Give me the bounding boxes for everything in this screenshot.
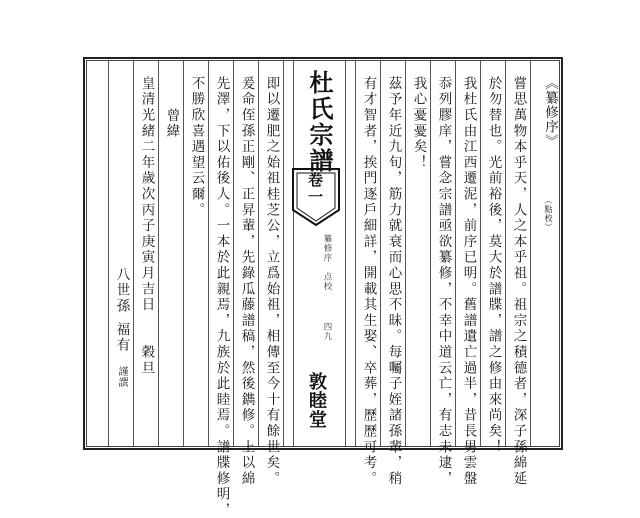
- signature-name: 福有: [113, 322, 130, 354]
- column-rule: [208, 61, 209, 446]
- text-column: 不勝欣喜遇望云爾。: [188, 76, 205, 219]
- signature-action: 謹譔: [116, 366, 127, 388]
- column-rule: [355, 61, 356, 446]
- column-rule: [505, 61, 506, 446]
- signature-generation: 八世孫: [113, 267, 130, 315]
- page-number: 四九: [322, 322, 332, 341]
- column-rule: [405, 61, 406, 446]
- text-column: 有才智者，挨門逐戶細詳，開載其生娶、卒葬，歷歷可考。: [360, 76, 377, 487]
- sub-section-label: 纂修序 点校: [322, 234, 332, 291]
- text-column: 嘗思萬物本乎天，人之本乎祖。祖宗之積德者，深子孫綿延: [510, 76, 527, 487]
- column-rule: [108, 61, 109, 446]
- text-column: 我心憂憂矣！: [410, 76, 427, 171]
- center-rule: [293, 61, 294, 446]
- center-rule: [345, 61, 346, 446]
- text-column: 我杜氏由江西遷泥，前序已明。舊譜遺亡過半，昔長男雲盤: [460, 76, 477, 487]
- column-rule: [480, 61, 481, 446]
- column-rule: [158, 61, 159, 446]
- text-column: 先澤，下以佑後人。一本於此親焉，九族於此睦焉。譜牒修明，: [213, 76, 230, 518]
- column-rule: [455, 61, 456, 446]
- text-column: 即以遷肥之始祖桂芝公，立爲始祖，相傳至今十有餘世矣。: [263, 76, 280, 487]
- chapter-label: 卷一: [306, 172, 324, 206]
- column-rule: [530, 61, 531, 446]
- column-rule: [258, 61, 259, 446]
- section-note: （點校）: [544, 196, 553, 232]
- text-column: 忝列膠庠，嘗念宗譜亟欲纂修，不幸中道云亡，有志未逮，: [435, 76, 452, 487]
- section-title: 《纂修序》: [542, 76, 558, 149]
- date-line: 皇清光緒二年歲次丙子庚寅月吉日 穀旦: [138, 76, 155, 377]
- column-rule: [380, 61, 381, 446]
- column-rule: [233, 61, 234, 446]
- book-title: 杜氏宗譜: [305, 70, 333, 174]
- text-column: 茲予年近九旬，筋力就衰而心思不昧。每囑子姪諸孫輩，稍: [385, 76, 402, 487]
- column-rule: [183, 61, 184, 446]
- text-column-heading: 曾緯: [163, 108, 180, 140]
- hall-name: 敦睦堂: [306, 372, 327, 429]
- text-column: 爰命侄孫正剛、正昇輩，先錄瓜藤譜稿，然後鐫修。上以綿: [238, 76, 255, 487]
- column-rule: [430, 61, 431, 446]
- column-rule: [133, 61, 134, 446]
- column-rule: [283, 61, 284, 446]
- text-column: 於勿替也。光前裕後，莫大於譜牒，譜之修由來尚矣！: [485, 76, 502, 456]
